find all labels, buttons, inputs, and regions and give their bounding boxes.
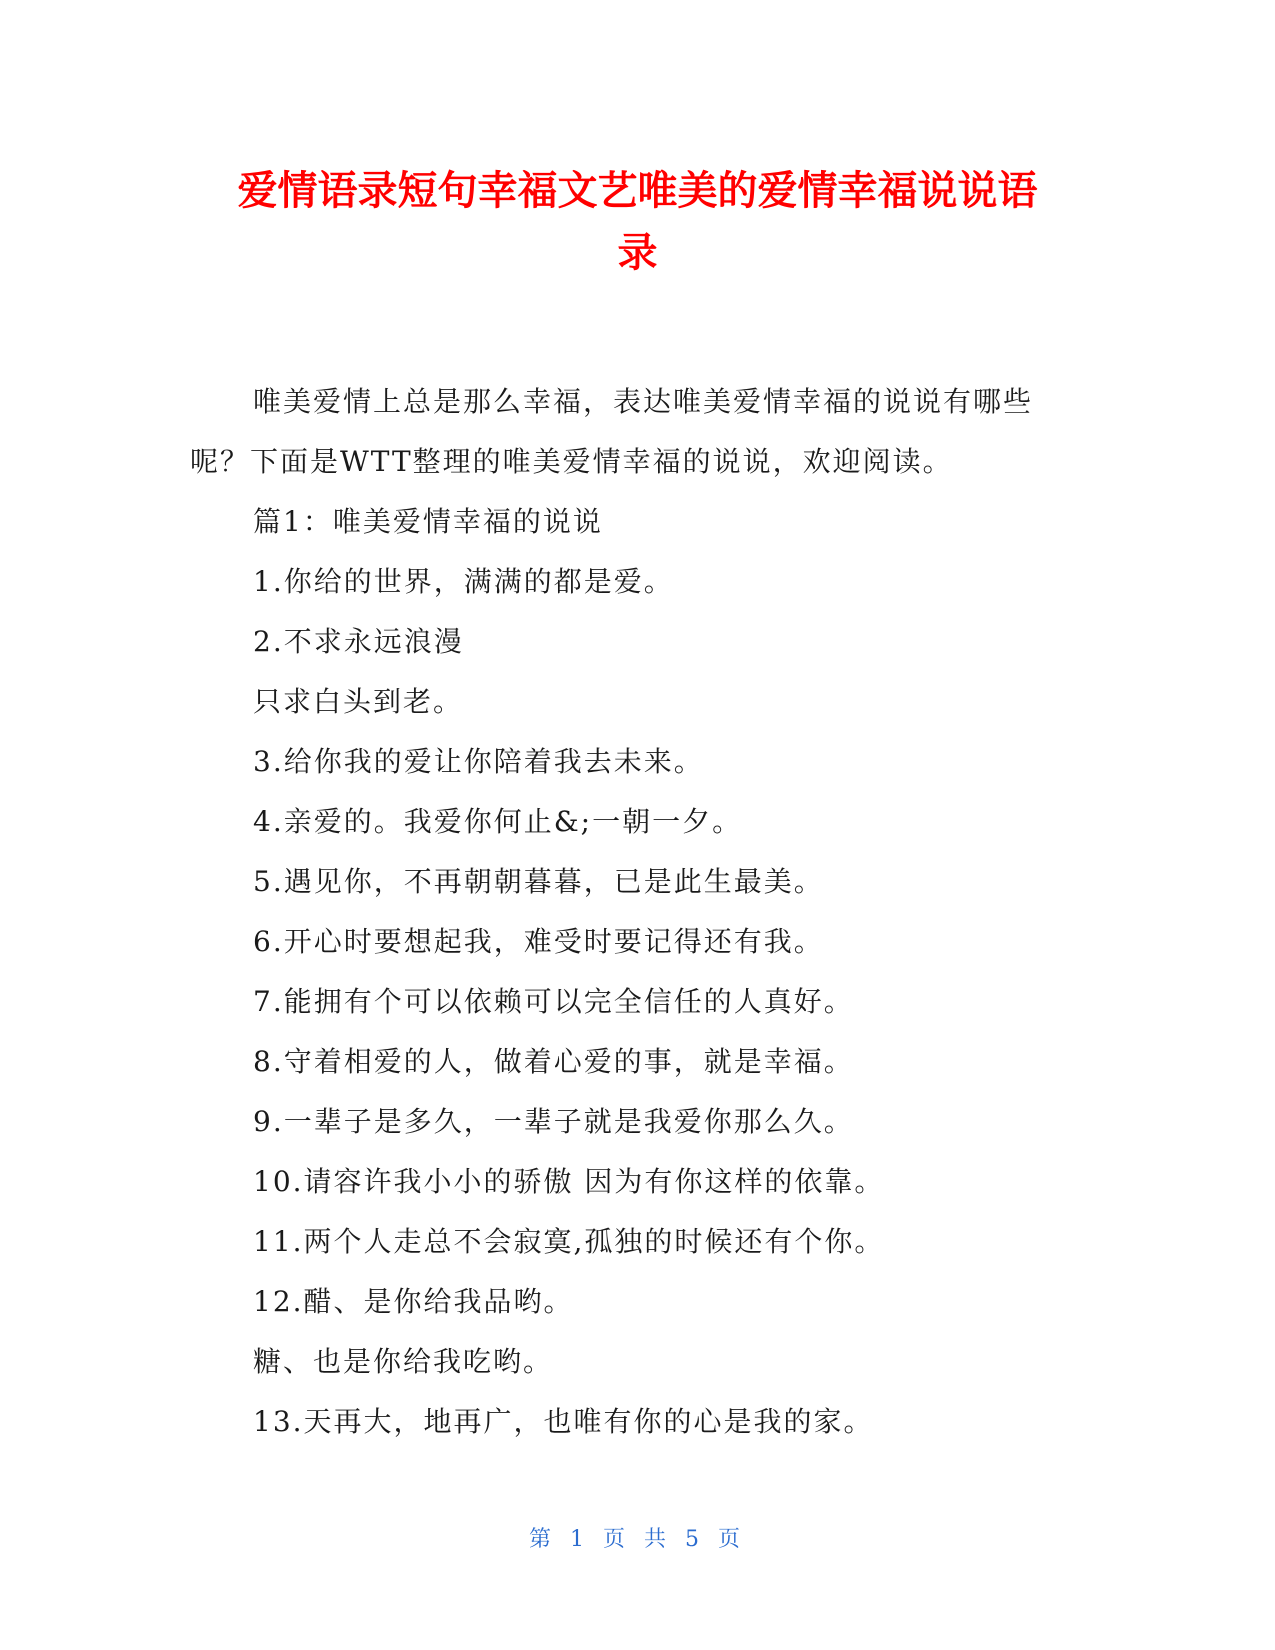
list-item: 8.守着相爱的人，做着心爱的事，就是幸福。 [253,1045,854,1078]
document-title [150,160,1125,284]
list-item: 13.天再大，地再广，也唯有你的心是我的家。 [253,1405,874,1438]
list-item: 12.醋、是你给我品哟。 [253,1285,574,1318]
list-item: 2.不求永远浪漫 [253,625,464,658]
title-line-1: 爱情语录短句幸福文艺唯美的爱情幸福说说语 [237,168,1038,214]
list-item: 只求白头到老。 [253,685,464,718]
intro-paragraph-line-2: 呢？下面是WTT整理的唯美爱情幸福的说说，欢迎阅读。 [190,445,953,478]
list-item: 1.你给的世界，满满的都是爱。 [253,565,674,598]
list-item: 糖、也是你给我吃哟。 [253,1345,554,1378]
title-line-2: 录 [617,230,658,276]
list-item: 9.一辈子是多久，一辈子就是我爱你那么久。 [253,1105,854,1138]
page-number-footer: 第 1 页 共 5 页 [529,1527,746,1552]
intro-paragraph-line-1: 唯美爱情上总是那么幸福，表达唯美爱情幸福的说说有哪些 [253,385,1034,418]
list-item: 3.给你我的爱让你陪着我去未来。 [253,745,704,778]
list-item: 7.能拥有个可以依赖可以完全信任的人真好。 [253,985,854,1018]
section-heading: 篇1：唯美爱情幸福的说说 [253,505,603,538]
list-item: 11.两个人走总不会寂寞,孤独的时候还有个你。 [253,1225,885,1258]
list-item: 5.遇见你，不再朝朝暮暮，已是此生最美。 [253,865,824,898]
document-body [190,372,1070,1452]
list-item: 10.请容许我小小的骄傲 因为有你这样的依靠。 [253,1165,885,1198]
list-item: 6.开心时要想起我，难受时要记得还有我。 [253,925,824,958]
list-item: 4.亲爱的。我爱你何止&;一朝一夕。 [253,805,743,838]
